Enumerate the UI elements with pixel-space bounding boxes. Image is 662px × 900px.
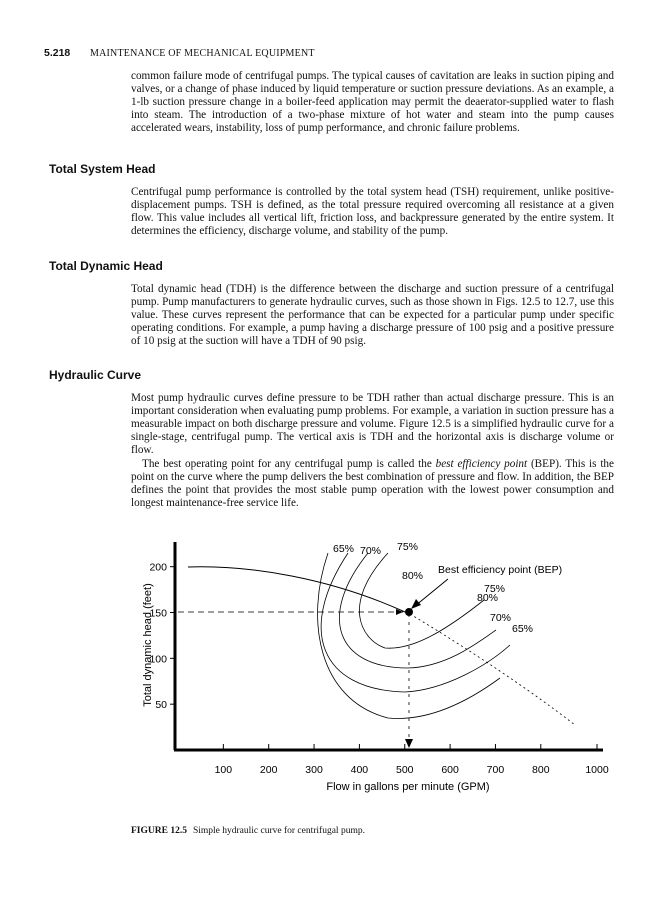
- x-tick-label-700: 700: [486, 764, 505, 776]
- x-tick-label-200: 200: [259, 764, 278, 776]
- x-tick-label-800: 800: [532, 764, 550, 776]
- section-body-total-system-head: Centrifugal pump performance is controlled by the total system head (TSH) requirement, unlike positive-displacement pumps. TSH is defined, as the total pressure required overcoming all resistance at a given flow. This value includes all vertical lift, friction loss, and backpressure generated by the entire system. It determines the efficiency, discharge volume, and stability of the pump.: [131, 186, 614, 238]
- label-70-top: 70%: [360, 545, 382, 557]
- section-heading-total-dynamic-head: Total Dynamic Head: [49, 259, 163, 273]
- bep-flow-arrowhead: [405, 739, 413, 748]
- figure-caption-text: Simple hydraulic curve for centrifugal pump.: [192, 826, 365, 836]
- figure-caption: [131, 826, 365, 836]
- y-tick-label-50: 50: [155, 699, 167, 712]
- label-65-top: 65%: [333, 543, 355, 555]
- label-75-right: 75%: [484, 583, 506, 595]
- section-body-total-dynamic-head: Total dynamic head (TDH) is the difference between the discharge and suction pressure of a centrifugal pump. Pump manufacturers to generate hydraulic curves, such as those shown in Figs. 12.5 to 12.7, use this value. These curves represent the performance that can be expected for a particular pump under specific operating conditions. For example, a pump having a discharge pressure of 100 psig and a positive pressure of 10 psig at the suction will have a TDH of 90 psig.: [131, 283, 614, 348]
- label-65-right: 65%: [512, 623, 534, 635]
- figure-caption-label: FIGURE 12.5: [131, 826, 187, 836]
- x-tick-label-300: 300: [305, 764, 323, 776]
- label-80-top: 80%: [402, 570, 424, 582]
- x-tick-label-1000: 1000: [585, 764, 609, 776]
- bep-pointer-arrowhead: [411, 599, 421, 609]
- bep-pointer-line: [415, 579, 448, 606]
- x-tick-label-500: 500: [395, 764, 414, 776]
- y-tick-label-100: 100: [149, 653, 167, 666]
- x-tick-label-100: 100: [214, 764, 233, 776]
- head-capacity-curve-dotted: [410, 614, 575, 725]
- bep-marker: [405, 608, 413, 616]
- page-number: 5.218: [44, 47, 71, 59]
- y-tick-label-150: 150: [149, 607, 167, 620]
- section-body-hydraulic-curve: Most pump hydraulic curves define pressure to be TDH rather than actual discharge pressure. This is an important consideration when evaluating pump problems. For example, a variation in suction pressure has a measurable impact on both discharge pressure and volume. Figure 12.5 is a simplified hydraulic curve for a single-stage, centrifugal pump. The vertical axis is TDH and the horizontal axis is discharge volume or flow.: [131, 392, 614, 457]
- bep-term: best efficiency point: [435, 458, 528, 470]
- label-80-right: 80%: [477, 592, 499, 604]
- section-heading-hydraulic-curve: Hydraulic Curve: [49, 368, 142, 382]
- y-tick-label-200: 200: [149, 561, 167, 574]
- head-capacity-curve: [188, 567, 405, 612]
- x-tick-label-600: 600: [441, 764, 459, 776]
- y-axis-title: Total dynamic head (feet): [142, 583, 154, 707]
- intro-paragraph: common failure mode of centrifugal pumps. The typical causes of cavitation are leaks in suction piping and valves, or a change of phase induced by liquid temperature or suction pressure deviations. As an example, a 1-lb suction pressure change in a boiler-feed application may permit the deaerator-supplied water to flash into steam. The introduction of a two-phase mixture of hot water and steam into the pump causes accelerated wears, instability, loss of pump performance, and chronic failure problems.: [131, 70, 614, 135]
- x-tick-label-400: 400: [350, 764, 369, 776]
- label-75-top: 75%: [397, 541, 419, 553]
- x-axis-title: Flow in gallons per minute (GPM): [326, 781, 490, 793]
- section-heading-total-system-head: Total System Head: [49, 162, 156, 176]
- bep-text-post: (BEP). This is the point on the curve where the pump delivers the best combination of pressure and flow. In addition, the BEP defines the point that provides the most stable pump operation with the lowest power consumption and longest maintenance-free service life.: [131, 458, 614, 510]
- label-70-right: 70%: [490, 612, 512, 624]
- running-title: MAINTENANCE OF MECHANICAL EQUIPMENT: [90, 48, 315, 59]
- bep-annotation: Best efficiency point (BEP): [438, 564, 563, 576]
- bep-text-pre: The best operating point for any centrifugal pump is called the: [142, 458, 436, 470]
